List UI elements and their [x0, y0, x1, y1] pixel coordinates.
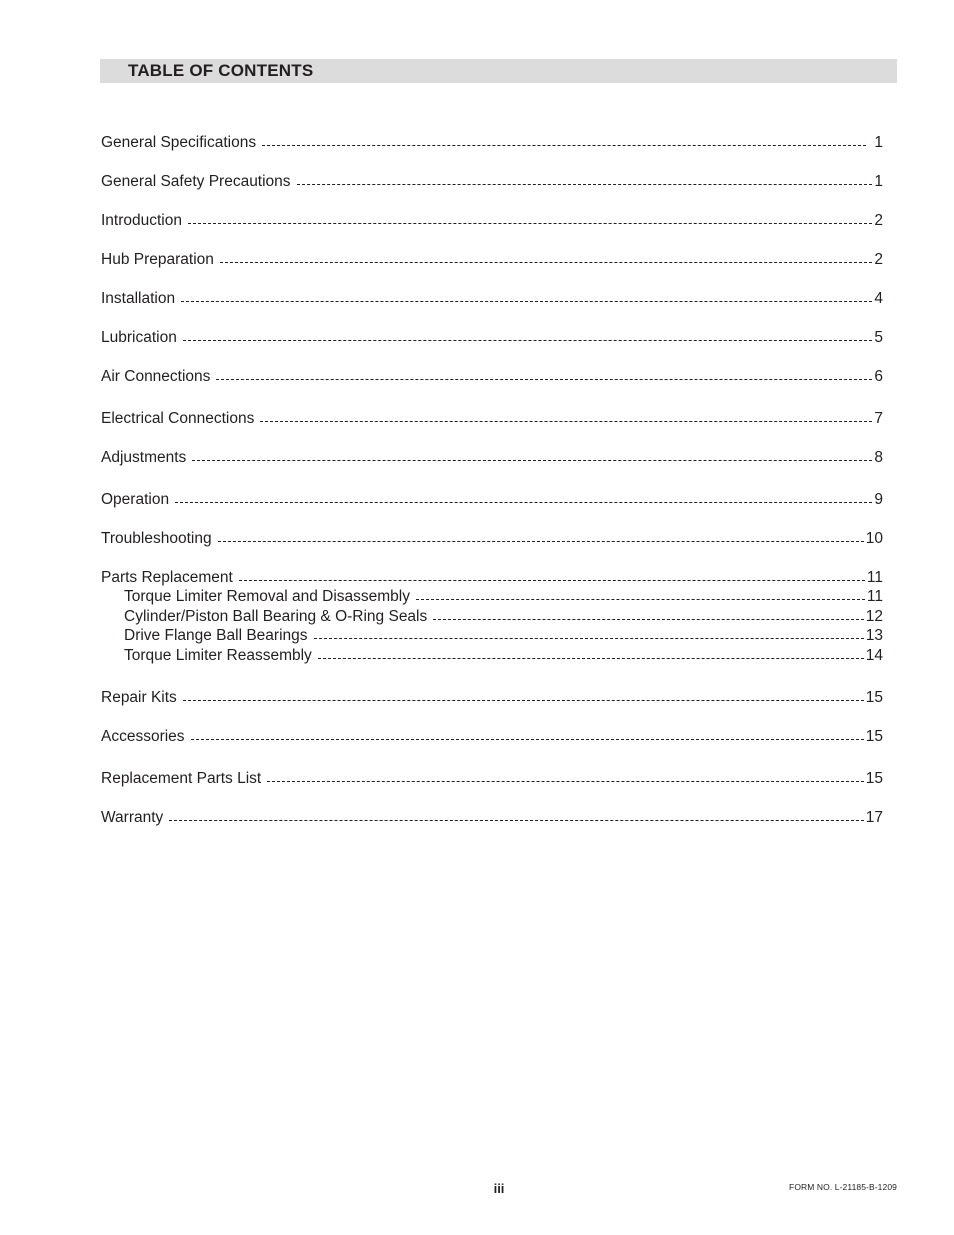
- toc-entry-lubrication[interactable]: [101, 328, 883, 348]
- toc-entry-label: Hub Preparation: [101, 251, 214, 268]
- toc-entry-page: 10: [865, 530, 883, 547]
- toc-subentry-torque-limiter-reassembly[interactable]: [124, 646, 883, 666]
- toc-entry-label: Replacement Parts List: [101, 770, 262, 787]
- toc-entry-troubleshooting[interactable]: [101, 529, 883, 549]
- dot-leader: [191, 739, 864, 740]
- toc-entry-general-safety-precautions[interactable]: [101, 172, 883, 192]
- toc-entry-page: 15: [865, 770, 883, 787]
- toc-entry-label: Introduction: [101, 212, 182, 229]
- toc-entry-air-connections[interactable]: [101, 367, 883, 387]
- dot-leader: [192, 460, 872, 461]
- toc-entry-label: Cylinder/Piston Ball Bearing & O-Ring Seals: [124, 608, 428, 625]
- toc-entry-operation[interactable]: [101, 490, 883, 510]
- toc-entry-label: Air Connections: [101, 368, 211, 385]
- toc-entry-label: General Safety Precautions: [101, 173, 291, 190]
- toc-entry-replacement-parts-list[interactable]: [101, 769, 883, 789]
- toc-entry-page: 8: [874, 449, 883, 466]
- dot-leader: [267, 781, 864, 782]
- toc-entry-label: Installation: [101, 290, 176, 307]
- toc-entry-page: 7: [874, 410, 883, 427]
- toc-entry-page: 14: [865, 647, 883, 664]
- dot-leader: [218, 541, 864, 542]
- dot-leader: [416, 599, 865, 600]
- toc-entry-label: Accessories: [101, 728, 185, 745]
- toc-entry-page: 12: [865, 608, 883, 625]
- dot-leader: [239, 580, 865, 581]
- dot-leader: [183, 700, 864, 701]
- dot-leader: [188, 223, 872, 224]
- dot-leader: [260, 421, 872, 422]
- toc-header-bar: [100, 59, 897, 83]
- toc-entry-introduction[interactable]: [101, 211, 883, 231]
- toc-entry-page: 17: [865, 809, 883, 826]
- toc-subentry-drive-flange-bearings[interactable]: [124, 626, 883, 646]
- toc-entry-repair-kits[interactable]: [101, 688, 883, 708]
- dot-leader: [297, 184, 873, 185]
- dot-leader: [314, 638, 864, 639]
- toc-entry-page: 1: [874, 173, 883, 190]
- toc-entry-label: Operation: [101, 491, 170, 508]
- toc-entry-electrical-connections[interactable]: [101, 409, 883, 429]
- toc-entry-page: 15: [865, 728, 883, 745]
- toc-entry-warranty[interactable]: [101, 808, 883, 828]
- toc-entry-page: 1: [874, 134, 883, 151]
- dot-leader: [169, 820, 863, 821]
- toc-entry-accessories[interactable]: [101, 727, 883, 747]
- toc-subentry-torque-limiter-removal[interactable]: [124, 587, 883, 607]
- toc-entry-label: General Specifications: [101, 134, 257, 151]
- toc-entry-page: 13: [865, 627, 883, 644]
- toc-entry-label: Troubleshooting: [101, 530, 212, 547]
- page-number: iii: [493, 1181, 505, 1196]
- form-number: FORM NO. L-21185-B-1209: [789, 1182, 897, 1192]
- toc-entry-page: 2: [874, 251, 883, 268]
- toc-entry-label: Parts Replacement: [101, 569, 233, 586]
- toc-entry-adjustments[interactable]: [101, 448, 883, 468]
- dot-leader: [183, 340, 873, 341]
- page-title: TABLE OF CONTENTS: [128, 61, 314, 80]
- toc-entry-page: 2: [874, 212, 883, 229]
- dot-leader: [262, 145, 866, 146]
- toc-entry-general-specifications[interactable]: [101, 133, 883, 153]
- toc-entry-label: Torque Limiter Reassembly: [124, 647, 312, 664]
- dot-leader: [318, 658, 864, 659]
- dot-leader: [220, 262, 873, 263]
- dot-leader: [216, 379, 872, 380]
- toc-entry-parts-replacement[interactable]: [101, 568, 883, 588]
- toc-subentry-cylinder-piston-seals[interactable]: [124, 607, 883, 627]
- toc-entry-page: 6: [874, 368, 883, 385]
- toc-entry-label: Lubrication: [101, 329, 177, 346]
- toc-entry-label: Repair Kits: [101, 689, 177, 706]
- toc-entry-page: 5: [874, 329, 883, 346]
- dot-leader: [433, 619, 864, 620]
- toc-entry-label: Warranty: [101, 809, 164, 826]
- toc-entry-page: 11: [866, 588, 883, 605]
- dot-leader: [175, 502, 872, 503]
- toc-entry-page: 9: [874, 491, 883, 508]
- toc-entry-label: Electrical Connections: [101, 410, 255, 427]
- toc-entry-hub-preparation[interactable]: [101, 250, 883, 270]
- toc-entry-label: Adjustments: [101, 449, 187, 466]
- toc-entry-label: Drive Flange Ball Bearings: [124, 627, 308, 644]
- toc-entry-page: 4: [874, 290, 883, 307]
- toc-entry-page: 15: [865, 689, 883, 706]
- dot-leader: [181, 301, 872, 302]
- toc-entry-label: Torque Limiter Removal and Disassembly: [124, 588, 411, 605]
- toc-entry-installation[interactable]: [101, 289, 883, 309]
- toc-entry-page: 11: [866, 569, 883, 586]
